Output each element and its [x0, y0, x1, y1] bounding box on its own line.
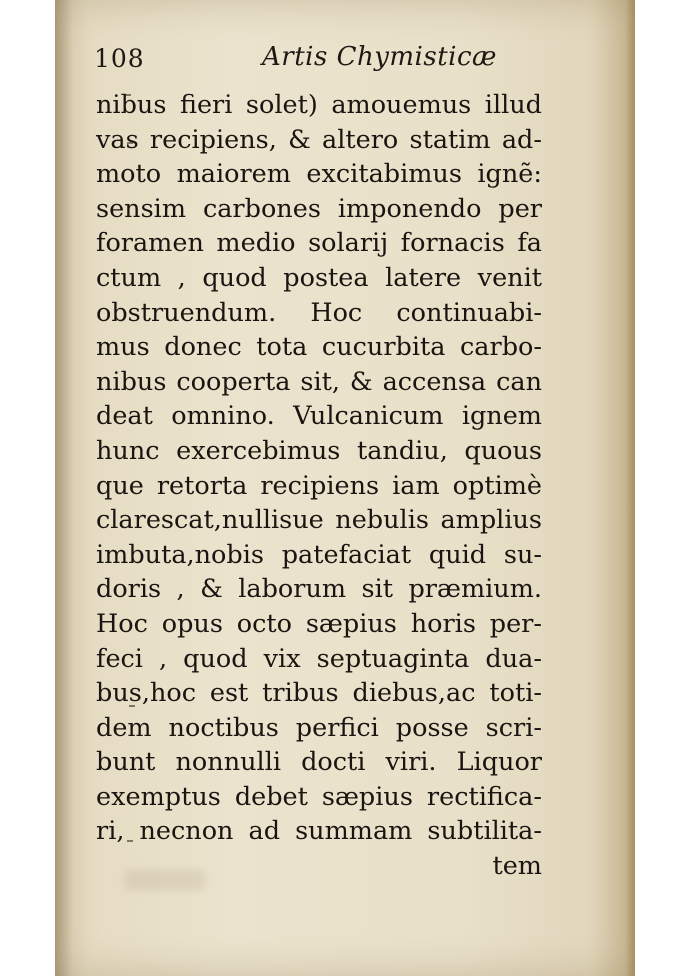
text-line: imbuta,nobis patefaciat quid su- — [96, 539, 542, 570]
text-line: hunc exercebimus tandiu, quous — [96, 435, 542, 466]
text-line: dem noctibus perfici posse scri- — [96, 712, 542, 743]
text-line: deat omnino. Vulcanicum ignem — [96, 401, 542, 432]
text-line: foramen medio solarij fornacis fa — [96, 228, 542, 259]
text-line: nibus fieri solet) amouemus illud — [96, 90, 542, 120]
text-line: vas recipiens, & altero statim ad- — [96, 124, 542, 155]
page-gutter-shadow — [55, 0, 73, 976]
text-line: sensim carbones imponendo per — [96, 193, 542, 224]
text-line: doris , & laborum sit præmium. — [96, 574, 542, 605]
text-line: feci , quod vix septuaginta dua- — [96, 643, 542, 674]
text-line: Hoc opus octo sæpius horis per- — [96, 608, 542, 639]
body-text — [96, 88, 542, 884]
text-line: bunt nonnulli docti viri. Liquor — [96, 747, 542, 778]
running-title: Artis Chymisticæ — [262, 42, 497, 72]
text-line: bus,hoc est tribus diebus,ac toti- — [96, 678, 542, 709]
text-line: ctum , quod postea latere venit — [96, 262, 542, 293]
text-line: ri, necnon ad summam subtilita- — [96, 816, 542, 847]
page-edge-shadow — [625, 0, 635, 976]
text-line: clarescat,nullisue nebulis amplius — [96, 505, 542, 536]
page-number: 108 — [94, 44, 145, 73]
text-line: mus donec tota cucurbita carbo- — [96, 332, 542, 363]
page-header — [94, 40, 554, 80]
text-line: que retorta recipiens iam optimè — [96, 470, 542, 501]
catchword: tem — [492, 851, 542, 882]
text-line: exemptus debet sæpius rectifica- — [96, 781, 542, 812]
text-line: nibus cooperta sit, & accensa can — [96, 366, 542, 397]
text-line: obstruendum. Hoc continuabi- — [96, 297, 542, 328]
text-line: moto maiorem excitabimus ignẽ: — [96, 159, 542, 190]
